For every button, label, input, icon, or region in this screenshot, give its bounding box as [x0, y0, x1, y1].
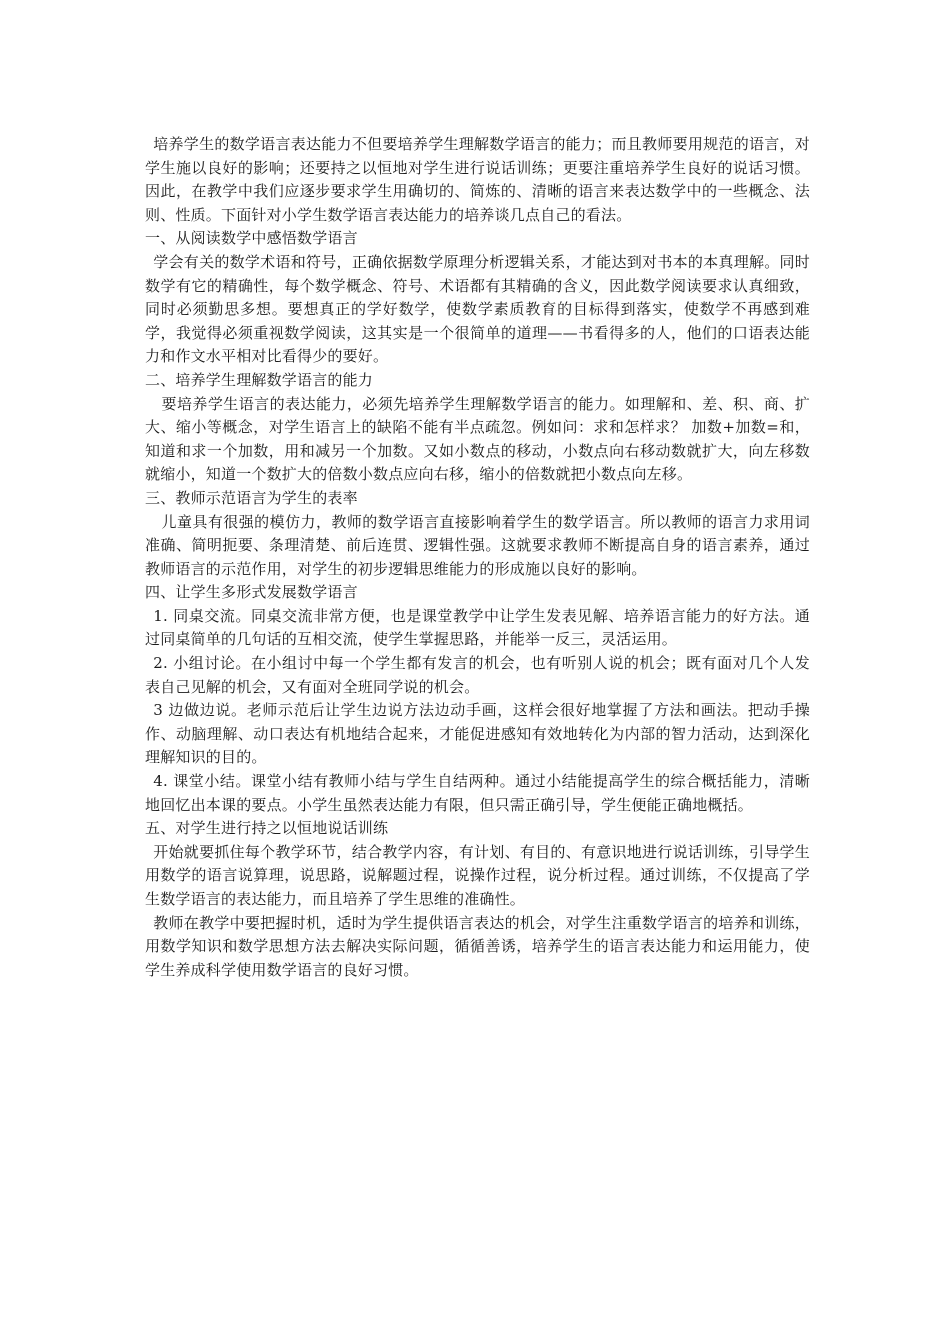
section-4-item-2: 2. 小组讨论。在小组讨中每一个学生都有发言的机会，也有听别人说的机会；既有面对几个人发表自己见解的机会，又有面对全班同学说的机会。 — [145, 654, 810, 696]
section-4-item-3: 3 边做边说。老师示范后让学生边说方法边动手画，这样会很好地掌握了方法和画法。把动手操作、动脑理解、动口表达有机地结合起来，才能促进感知有效地转化为内部的智力活动，达到深化理解知识的目的。 — [145, 701, 810, 767]
section-3-paragraph-1: 儿童具有很强的模仿力，教师的数学语言直接影响着学生的数学语言。所以教师的语言力求用词准确、简明扼要、条理清楚、前后连贯、逻辑性强。这就要求教师不断提高自身的语言素养，通过教师语言的示范作用，对学生的初步逻辑思维能力的形成施以良好的影响。 — [145, 512, 810, 578]
section-heading-3: 三、教师示范语言为学生的表率 — [145, 488, 358, 507]
document-body — [145, 133, 810, 982]
section-heading-2: 二、培养学生理解数学语言的能力 — [145, 370, 374, 389]
section-2-paragraph-1: 要培养学生语言的表达能力，必须先培养学生理解数学语言的能力。如理解和、差、积、商、扩大、缩小等概念，对学生语言上的缺陷不能有半点疏忽。例如问：求和怎样求？ 加数+加数=和，知道和求一个加数，用和减另一个加数。又如小数点的移动，小数点向右移动数就扩大，向左移数就缩小，知道一个数扩大的倍数小数点应向右移，缩小的倍数就把小数点向左移。 — [145, 394, 810, 484]
section-5-paragraph-1: 开始就要抓住每个教学环节，结合教学内容，有计划、有目的、有意识地进行说话训练，引导学生用数学的语言说算理，说思路，说解题过程，说操作过程，说分析过程。通过训练，不仅提高了学生数学语言的表达能力，而且培养了学生思维的准确性。 — [145, 842, 810, 908]
section-heading-5: 五、对学生进行持之以恒地说话训练 — [145, 819, 389, 838]
section-1-paragraph-1: 学会有关的数学术语和符号，正确依据数学原理分析逻辑关系，才能达到对书本的本真理解。同时数学有它的精确性，每个数学概念、符号、术语都有其精确的含义，因此数学阅读要求认真细致，同时必须勤思多想。要想真正的学好数学，使数学素质教育的目标得到落实，使数学不再感到难学，我觉得必须重视数学阅读，这其实是一个很简单的道理——书看得多的人，他们的口语表达能力和作文水平相对比看得少的要好。 — [145, 252, 810, 366]
section-4-item-4: 4. 课堂小结。课堂小结有教师小结与学生自结两种。通过小结能提高学生的综合概括能力，清晰地回忆出本课的要点。小学生虽然表达能力有限，但只需正确引导，学生便能正确地概括。 — [145, 772, 810, 814]
section-4-item-1: 1. 同桌交流。同桌交流非常方便，也是课堂教学中让学生发表见解、培养语言能力的好方法。通过同桌简单的几句话的互相交流，使学生掌握思路，并能举一反三，灵活运用。 — [145, 606, 810, 649]
intro-paragraph: 培养学生的数学语言表达能力不但要培养学生理解数学语言的能力；而且教师要用规范的语言，对学生施以良好的影响；还要持之以恒地对学生进行说话训练；更要注重培养学生良好的说话习惯。因此，在教学中我们应逐步要求学生用确切的、简炼的、清晰的语言来表达数学中的一些概念、法则、性质。下面针对小学生数学语言表达能力的培养谈几点自己的看法。 — [145, 135, 810, 224]
section-heading-4: 四、让学生多形式发展数学语言 — [145, 583, 358, 602]
section-heading-1: 一、从阅读数学中感悟数学语言 — [145, 229, 358, 248]
section-5-paragraph-2: 教师在教学中要把握时机，适时为学生提供语言表达的机会，对学生注重数学语言的培养和训练，用数学知识和数学思想方法去解决实际问题，循循善诱，培养学生的语言表达能力和运用能力，使学生养成科学使用数学语言的良好习惯。 — [145, 913, 810, 979]
